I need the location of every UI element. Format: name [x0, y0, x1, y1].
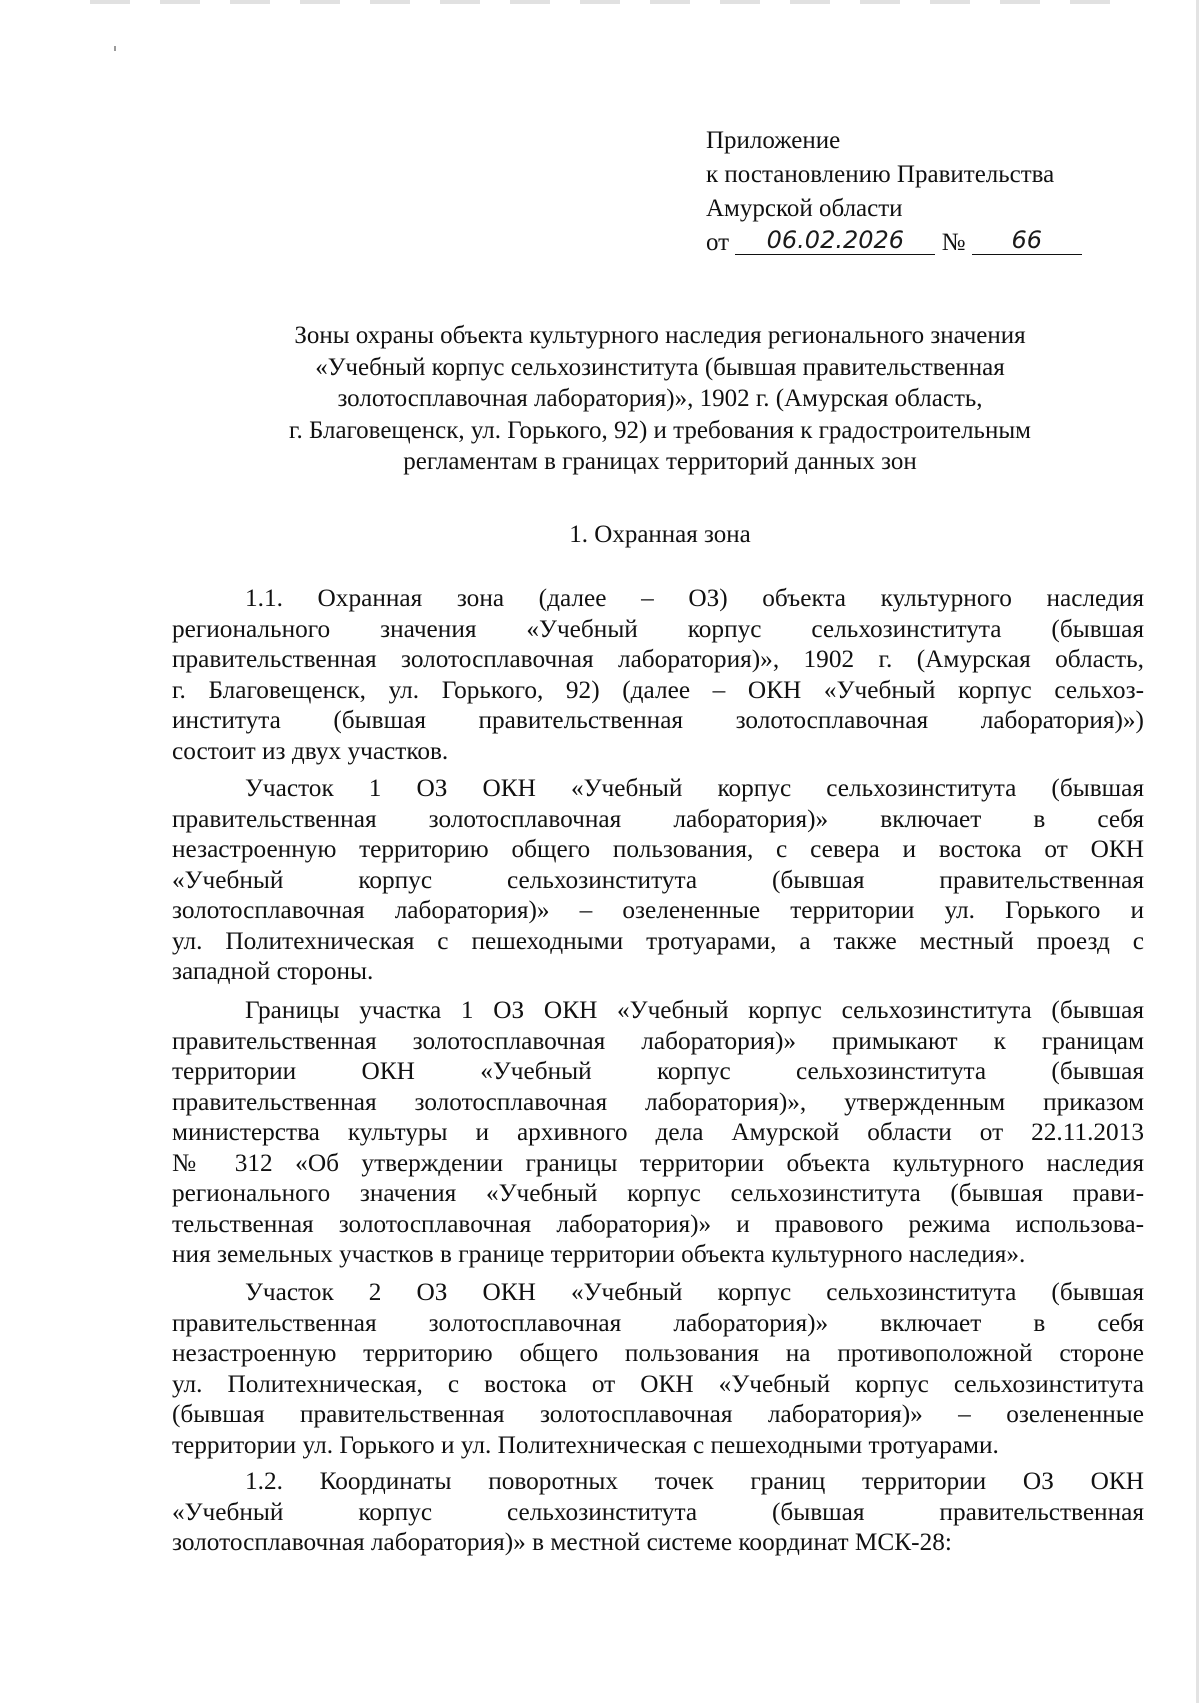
- handwritten-number: 66: [972, 226, 1082, 255]
- scan-artifact-dot: [114, 46, 116, 51]
- section-heading: 1. Охранная зона: [569, 521, 751, 548]
- body-line: ул. Политехническая с пешеходными тротуарами, а также местный проезд с: [172, 926, 1144, 955]
- number-sign: №: [941, 229, 966, 256]
- body-line: Участок 1 ОЗ ОКН «Учебный корпус сельхозинститута (бывшая: [245, 774, 1144, 802]
- body-line: территории ул. Горького и ул. Политехническая с пешеходными тротуарами.: [172, 1430, 999, 1459]
- body-line: министерства культуры и архивного дела Амурской области от 22.11.2013: [172, 1118, 1144, 1146]
- appendix-date-number: [706, 226, 1126, 260]
- date-prefix: от: [706, 229, 730, 256]
- scan-artifact-top: [90, 0, 1110, 4]
- body-line: регионального значения «Учебный корпус сельхозинститута (бывшая: [172, 614, 1144, 643]
- body-line: правительственная золотосплавочная лаборатория)», утвержденным приказом: [172, 1087, 1144, 1116]
- appendix-line-3: Амурской области: [706, 195, 903, 222]
- body-line: г. Благовещенск, ул. Горького, 92) (далее – ОКН «Учебный корпус сельхоз-: [172, 675, 1144, 704]
- body-line: Границы участка 1 ОЗ ОКН «Учебный корпус сельхозинститута (бывшая: [245, 996, 1144, 1024]
- appendix-line-1: Приложение: [706, 127, 841, 154]
- body-line: «Учебный корпус сельхозинститута (бывшая правительственная: [172, 1497, 1144, 1526]
- body-line: правительственная золотосплавочная лаборатория)», 1902 г. (Амурская область,: [172, 645, 1144, 673]
- body-line: незастроенную территорию общего пользования на противоположной стороне: [172, 1339, 1144, 1367]
- body-line: ния земельных участков в границе территории объекта культурного наследия».: [172, 1240, 1026, 1268]
- body-line: незастроенную территорию общего пользования, с севера и востока от ОКН: [172, 835, 1144, 863]
- body-line: 1.1. Охранная зона (далее – ОЗ) объекта культурного наследия: [245, 584, 1144, 612]
- body-line: Участок 2 ОЗ ОКН «Учебный корпус сельхозинститута (бывшая: [245, 1278, 1144, 1306]
- title-line: г. Благовещенск, ул. Горького, 92) и требования к градостроительным: [289, 416, 1031, 444]
- body-line: (бывшая правительственная золотосплавочная лаборатория)» – озелененные: [172, 1400, 1144, 1428]
- title-line: Зоны охраны объекта культурного наследия регионального значения: [294, 322, 1026, 349]
- scan-artifact-edge: [1196, 0, 1199, 1703]
- body-line: золотосплавочная лаборатория)» в местной системе координат МСК-28:: [172, 1528, 952, 1556]
- body-line: правительственная золотосплавочная лаборатория)» примыкают к границам: [172, 1026, 1144, 1055]
- body-line: правительственная золотосплавочная лаборатория)» включает в себя: [172, 804, 1144, 833]
- document-title: [130, 320, 1190, 478]
- body-line: правительственная золотосплавочная лаборатория)» включает в себя: [172, 1308, 1144, 1337]
- body-line: института (бывшая правительственная золотосплавочная лаборатория)»): [172, 706, 1144, 734]
- body-line: № 312 «Об утверждении границы территории объекта культурного наследия: [172, 1148, 1144, 1177]
- title-line: золотосплавочная лаборатория)», 1902 г. (Амурская область,: [337, 385, 983, 412]
- body-line: территории ОКН «Учебный корпус сельхозинститута (бывшая: [172, 1057, 1144, 1085]
- body-line: 1.2. Координаты поворотных точек границ территории ОЗ ОКН: [245, 1467, 1144, 1495]
- title-line: «Учебный корпус сельхозинститута (бывшая правительственная: [315, 353, 1005, 381]
- appendix-line-2: к постановлению Правительства: [706, 161, 1055, 188]
- body-line: золотосплавочная лаборатория)» – озелененные территории ул. Горького и: [172, 896, 1144, 924]
- appendix-block: [706, 124, 1126, 260]
- body-line: состоит из двух участков.: [172, 736, 449, 765]
- title-line: регламентам в границах территорий данных зон: [403, 448, 917, 475]
- body-line: «Учебный корпус сельхозинститута (бывшая правительственная: [172, 865, 1144, 894]
- body-line: западной стороны.: [172, 957, 374, 985]
- handwritten-date: 06.02.2026: [735, 226, 935, 255]
- body-line: регионального значения «Учебный корпус сельхозинститута (бывшая прави-: [172, 1179, 1144, 1207]
- body-line: тельственная золотосплавочная лаборатория)» и правового режима использова-: [172, 1209, 1144, 1238]
- body-line: ул. Политехническая, с востока от ОКН «Учебный корпус сельхозинститута: [172, 1369, 1144, 1398]
